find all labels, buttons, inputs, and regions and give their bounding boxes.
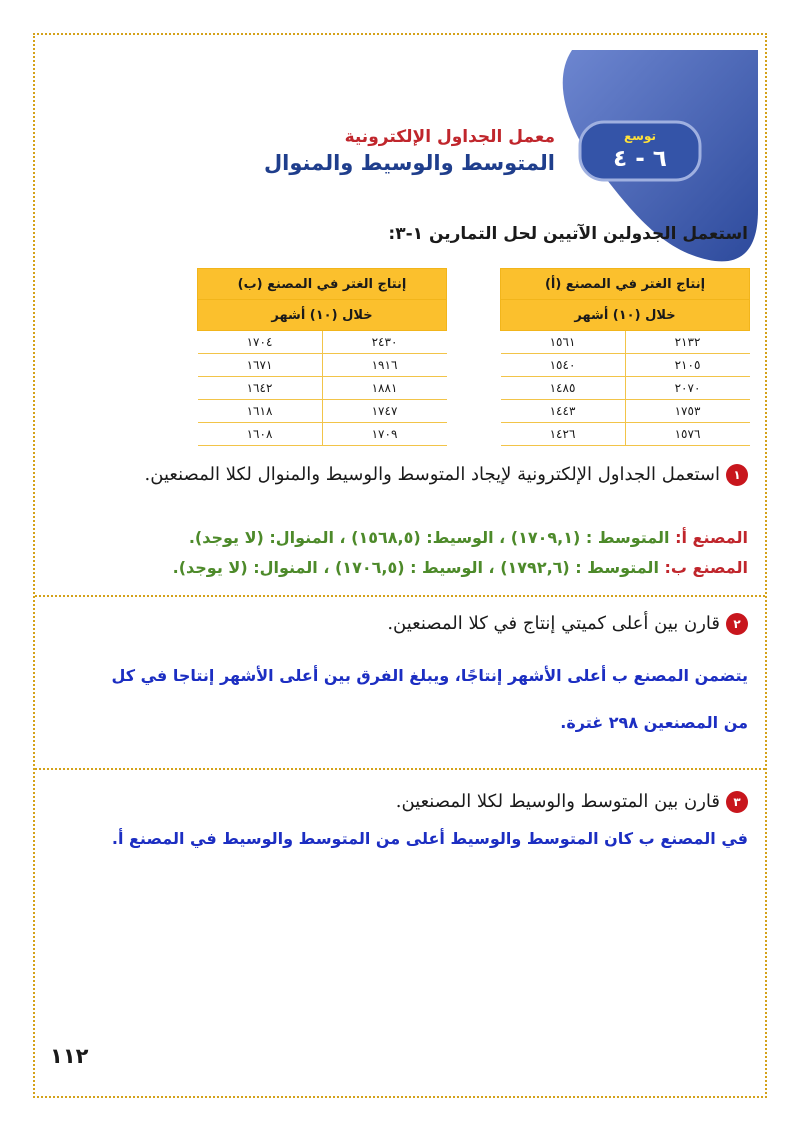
table-b-subtitle: خلال (١٠) أشهر <box>198 300 447 331</box>
table-cell: ١٧٤٧ <box>322 400 446 423</box>
instruction: استعمل الجدولين الآتيين لحل التمارين ١-٣: <box>388 224 748 244</box>
question-2 <box>387 613 748 635</box>
table-row <box>198 423 447 446</box>
table-cell: ١٦٧١ <box>198 354 323 377</box>
question-1-number: ١ <box>726 464 748 486</box>
question-3-text: قارن بين المتوسط والوسيط لكلا المصنعين. <box>395 791 720 812</box>
table-row <box>198 331 447 354</box>
question-2-number: ٢ <box>726 613 748 635</box>
table-cell: ٢٤٣٠ <box>322 331 446 354</box>
divider <box>35 595 765 597</box>
answer-factory-a <box>189 528 748 547</box>
answer-a-text: المتوسط : (١٧٠٩,١) ، الوسيط: (١٥٦٨,٥) ، المنوال: (لا يوجد). <box>188 528 670 547</box>
table-cell: ١٦٤٢ <box>198 377 323 400</box>
table-factory-b <box>197 268 447 446</box>
table-cell: ١٥٧٦ <box>625 423 750 446</box>
question-3-number: ٣ <box>726 791 748 813</box>
table-row <box>501 377 750 400</box>
question-3 <box>396 791 748 813</box>
badge-number: ٦ - ٤ <box>613 146 667 172</box>
answer-b-text: المتوسط : (١٧٩٢,٦) ، الوسيط : (١٧٠٦,٥) ، المنوال: (لا يوجد). <box>172 558 659 577</box>
answer-a-label: المصنع أ: <box>675 528 748 547</box>
table-row <box>198 377 447 400</box>
table-cell: ١٥٤٠ <box>501 354 626 377</box>
table-a-subtitle: خلال (١٠) أشهر <box>501 300 750 331</box>
table-row <box>198 354 447 377</box>
table-cell: ١٤٨٥ <box>501 377 626 400</box>
table-b-title: إنتاج الغتر في المصنع (ب) <box>198 269 447 300</box>
table-cell: ١٤٢٦ <box>501 423 626 446</box>
divider <box>35 768 765 770</box>
question-1 <box>58 458 748 492</box>
table-cell: ٢١٣٢ <box>625 331 750 354</box>
header-titles <box>264 127 555 175</box>
table-a-title: إنتاج الغتر في المصنع (أ) <box>501 269 750 300</box>
answer-factory-b <box>173 558 748 577</box>
table-cell: ٢١٠٥ <box>625 354 750 377</box>
table-cell: ١٦١٨ <box>198 400 323 423</box>
table-row <box>198 400 447 423</box>
answer-2-line-1: يتضمن المصنع ب أعلى الأشهر إنتاجًا، ويبلغ الفرق بين أعلى الأشهر إنتاجا في كل <box>111 666 748 685</box>
table-cell: ١٧٠٩ <box>322 423 446 446</box>
table-cell: ١٧٥٣ <box>625 400 750 423</box>
table-cell: ١٩١٦ <box>322 354 446 377</box>
table-row <box>501 331 750 354</box>
table-factory-a <box>500 268 750 446</box>
answer-3: في المصنع ب كان المتوسط والوسيط أعلى من المتوسط والوسيط في المصنع أ. <box>111 829 748 848</box>
table-cell: ١٦٠٨ <box>198 423 323 446</box>
answer-b-label: المصنع ب: <box>664 558 748 577</box>
page-number: ١١٢ <box>50 1044 89 1068</box>
lesson-title: المتوسط والوسيط والمنوال <box>263 151 555 175</box>
question-2-text: قارن بين أعلى كميتي إنتاج في كلا المصنعين. <box>387 613 720 634</box>
table-cell: ١٨٨١ <box>322 377 446 400</box>
table-cell: ١٧٠٤ <box>198 331 323 354</box>
table-cell: ١٤٤٣ <box>501 400 626 423</box>
answer-2-line-2: من المصنعين ٢٩٨ غترة. <box>560 713 748 732</box>
badge-label: توسع <box>623 129 657 143</box>
table-cell: ١٥٦١ <box>501 331 626 354</box>
question-1-text: استعمل الجداول الإلكترونية لإيجاد المتوسط والوسيط والمنوال لكلا المصنعين. <box>144 464 720 485</box>
table-cell: ٢٠٧٠ <box>625 377 750 400</box>
table-row <box>501 400 750 423</box>
table-row <box>501 354 750 377</box>
lab-title: معمل الجداول الإلكترونية <box>344 127 555 147</box>
table-row <box>501 423 750 446</box>
